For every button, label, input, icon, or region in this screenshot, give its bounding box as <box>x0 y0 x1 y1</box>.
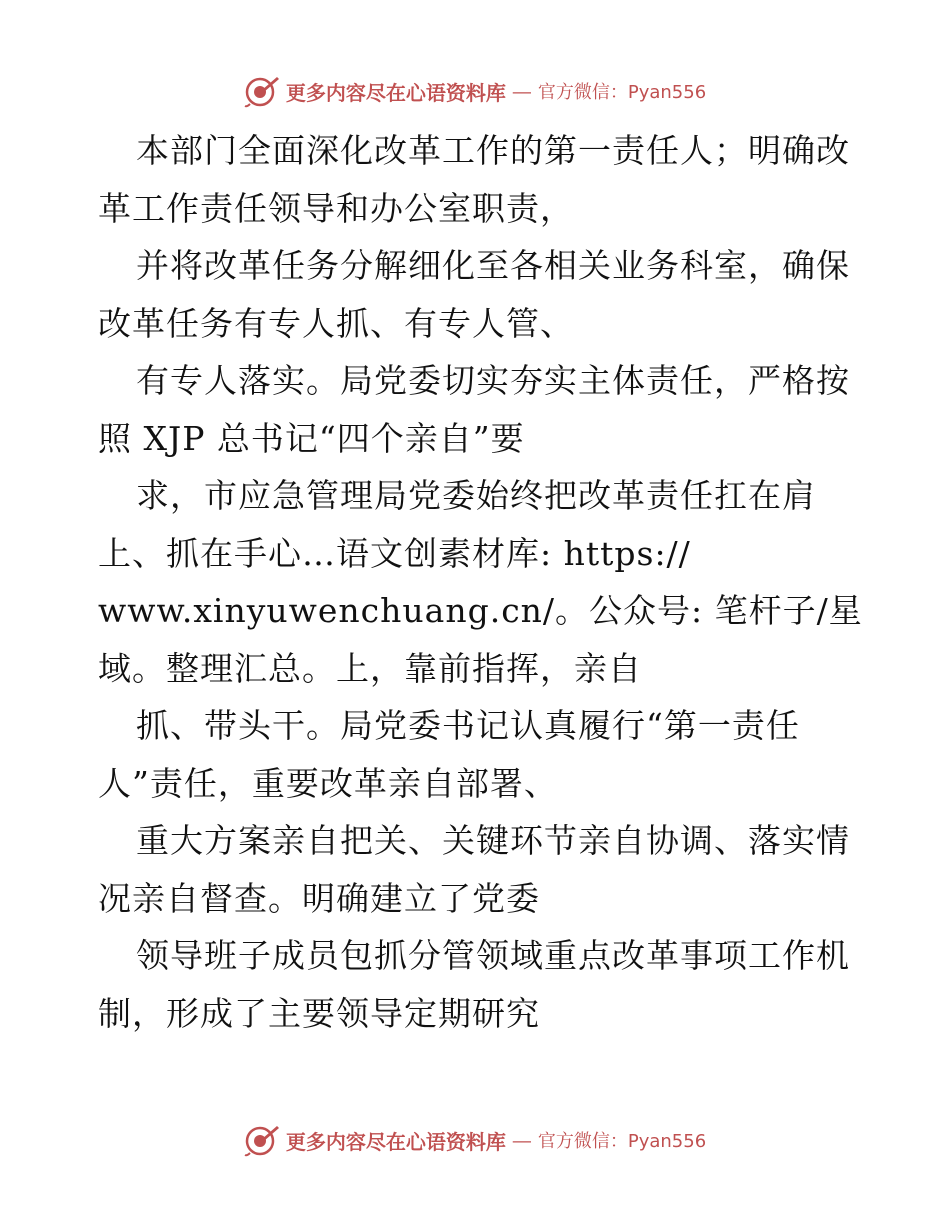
pen-logo-icon <box>244 74 280 108</box>
text-line: 况亲自督查。明确建立了党委 <box>98 878 540 918</box>
text-line: 并将改革任务分解细化至各相关业务科室，确保 <box>136 246 850 285</box>
pen-logo-icon <box>244 1123 280 1157</box>
text-line: 改革任务有专人抓、有专人管、 <box>98 303 574 343</box>
text-line: 重大方案亲自把关、关键环节亲自协调、落实情 <box>136 821 850 860</box>
text-line: 有专人落实。局党委切实夯实主体责任，严格按 <box>136 361 850 400</box>
watermark-text: 更多内容尽在心语资料库 <box>285 1129 506 1154</box>
text-line: 制，形成了主要领导定期研究 <box>98 993 540 1033</box>
watermark-wechat: 官方微信：Pyan556 <box>537 82 707 103</box>
watermark-banner-bottom <box>0 1120 950 1160</box>
watermark-dash: — <box>511 79 532 103</box>
text-line: 照 XJP 总书记“四个亲自”要 <box>98 418 525 458</box>
text-line: 本部门全面深化改革工作的第一责任人；明确改 <box>136 131 850 170</box>
watermark-text: 更多内容尽在心语资料库 <box>285 80 506 105</box>
watermark-dash: — <box>511 1128 532 1152</box>
text-line: 求，市应急管理局党委始终把改革责任扛在肩 <box>136 476 816 515</box>
watermark-wechat: 官方微信：Pyan556 <box>537 1131 707 1152</box>
text-line: 领导班子成员包抓分管领域重点改革事项工作机 <box>136 936 850 975</box>
text-line: 域。整理汇总。上，靠前指挥，亲自 <box>98 648 642 688</box>
text-line: 革工作责任领导和办公室职责， <box>98 188 574 228</box>
watermark-banner-top <box>0 71 950 111</box>
text-line: www.xinyuwenchuang.cn/。公众号: 笔杆子/星 <box>98 591 863 630</box>
text-line: 上、抓在手心…语文创素材库: https:// <box>98 533 691 573</box>
body-text <box>98 122 863 1042</box>
text-line: 抓、带头干。局党委书记认真履行“第一责任 <box>136 706 800 745</box>
text-line: 人”责任，重要改革亲自部署、 <box>98 763 558 803</box>
